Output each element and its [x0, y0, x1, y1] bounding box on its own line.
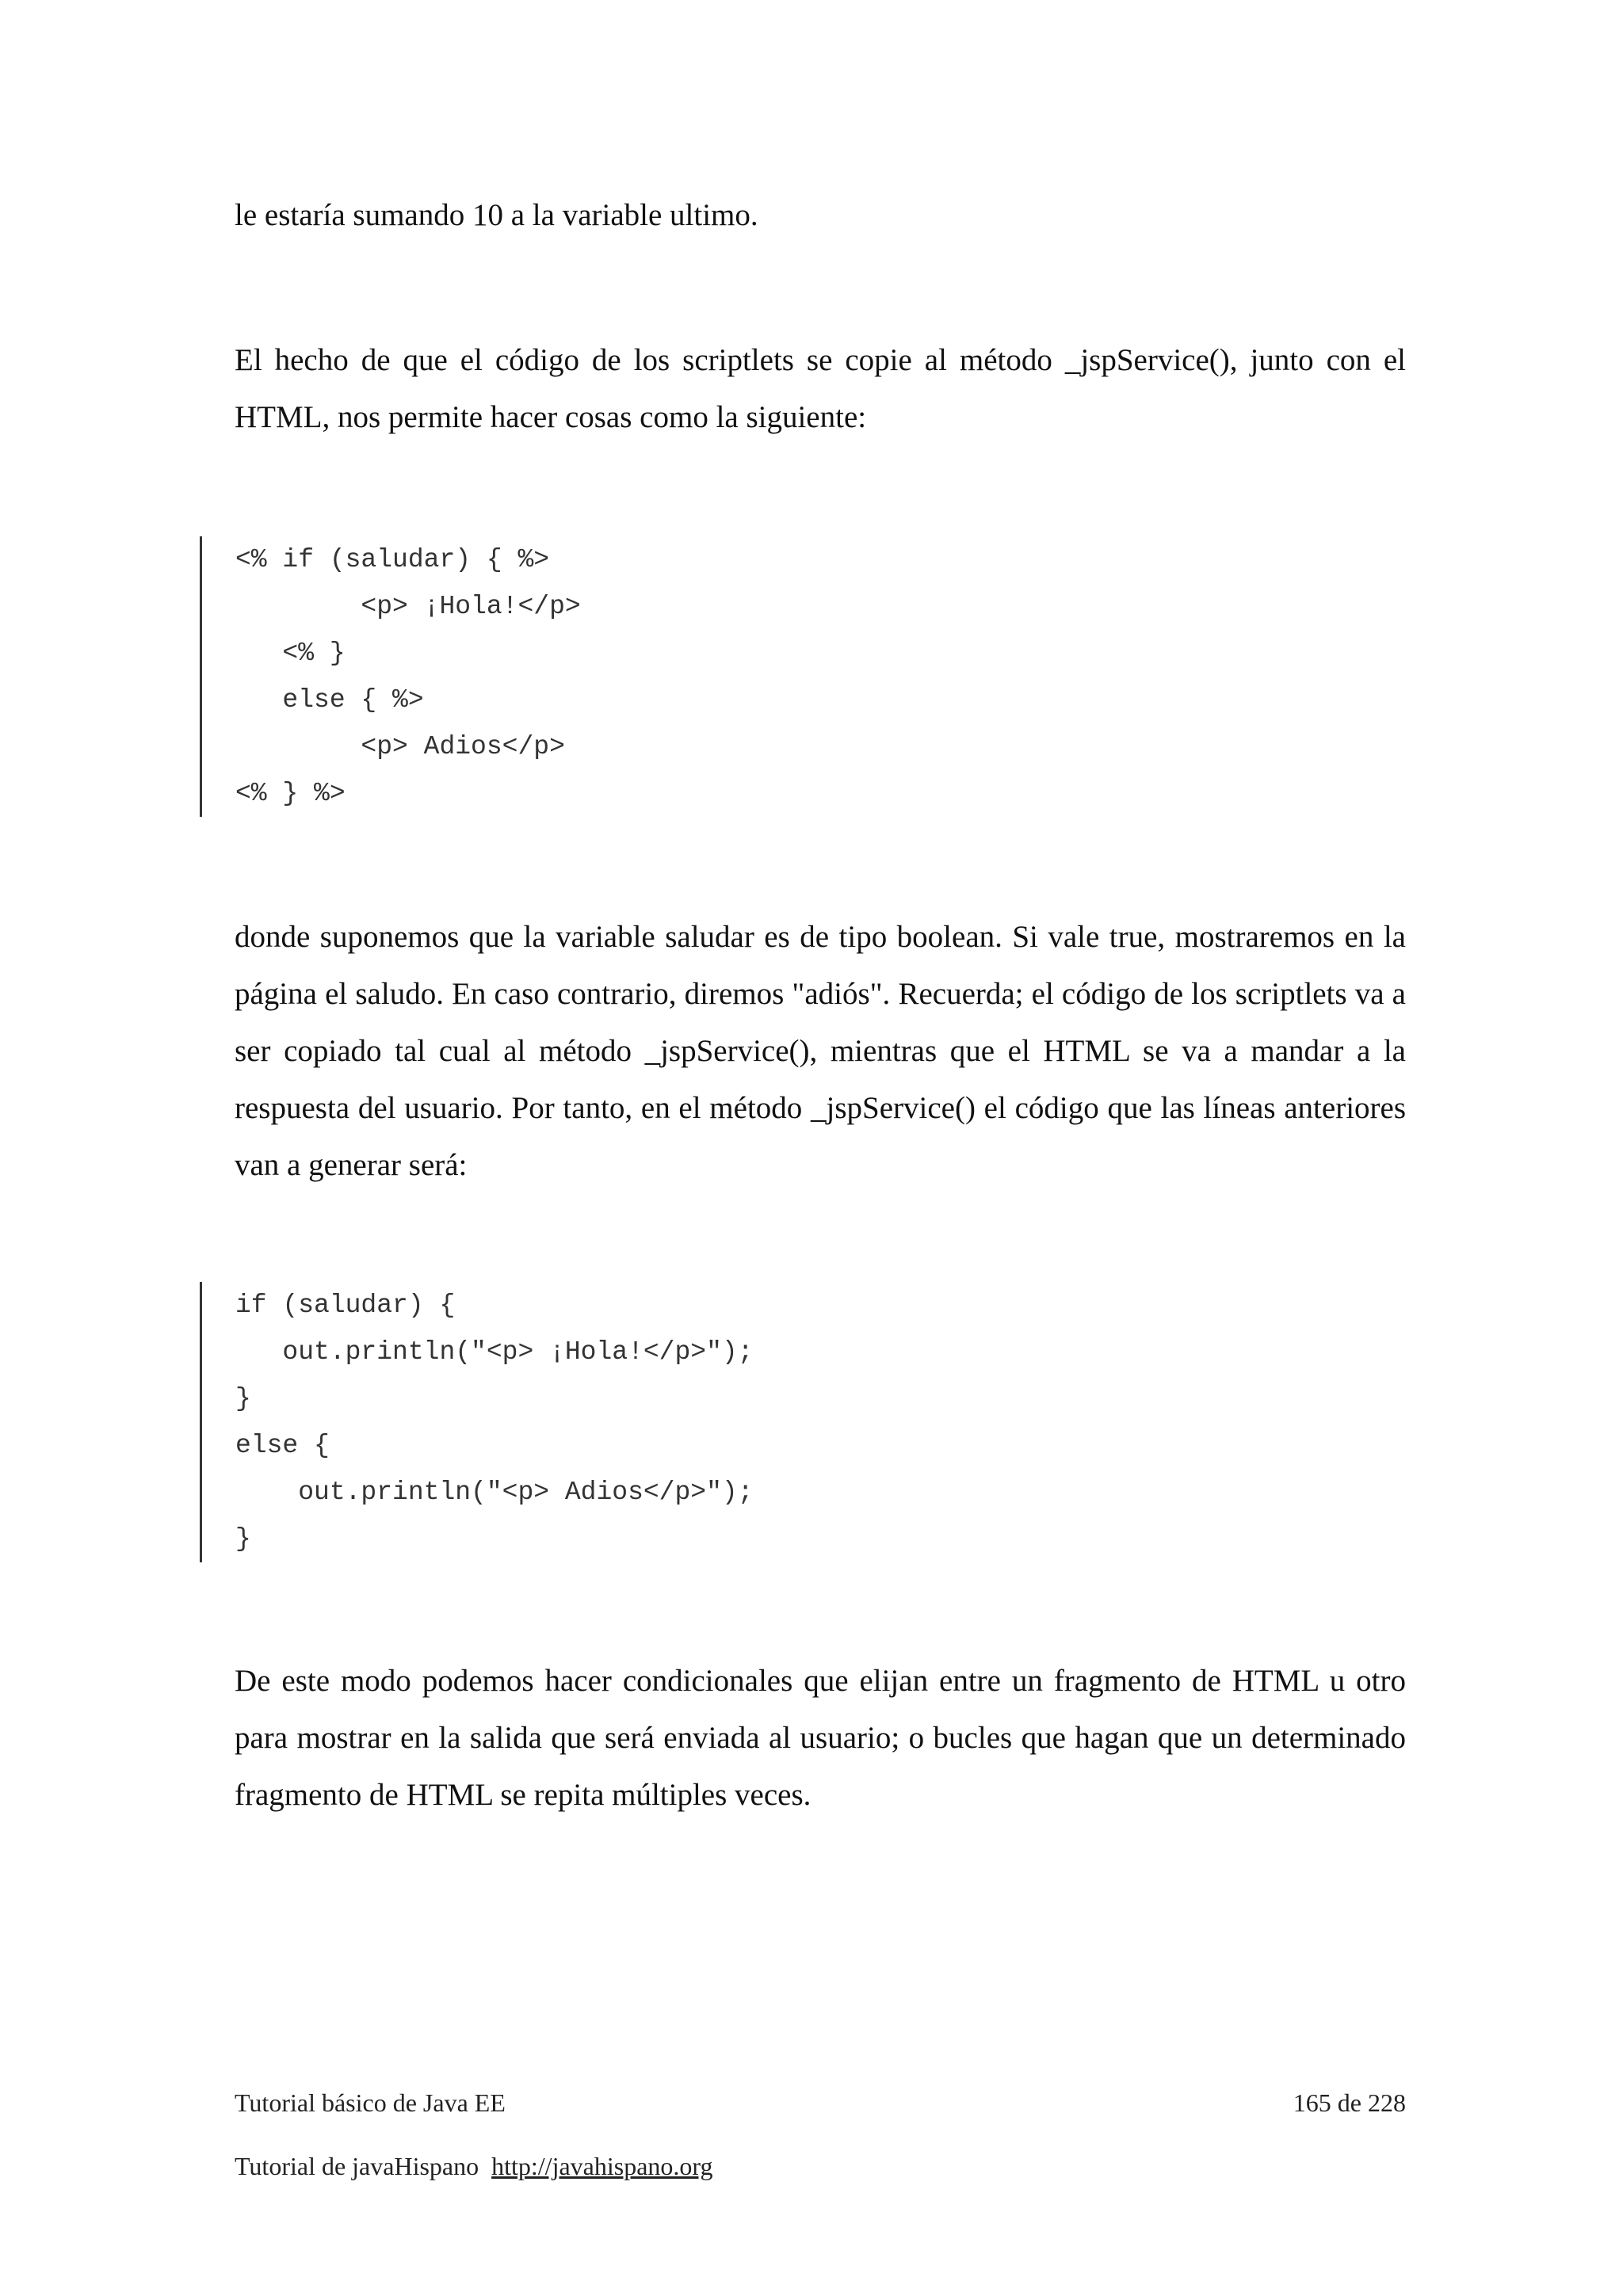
- paragraph-scriptlets: El hecho de que el código de los scriptlets se copie al método _jspService(), junto con el HTML, nos permite hacer cosas como la siguiente:: [235, 343, 1406, 434]
- code-line: <% }: [235, 639, 346, 668]
- code-line: if (saludar) {: [235, 1291, 456, 1320]
- code-line: <p> ¡Hola!</p>: [235, 592, 581, 621]
- footer-page-number: [1293, 2087, 1406, 2119]
- footer-publisher: [235, 2150, 712, 2182]
- paragraph-explanation: donde suponemos que la variable saludar es de tipo boolean. Si vale true, mostraremos en la página el saludo. En caso contrario, diremos "adiós". Recuerda; el código de los scriptlets va a ser copiado tal cual al método _jspService(), mientras que el HTML se va a mandar a la respuesta del usuario. Por tanto, en el método _jspService() el código que las líneas anteriores van a generar será:: [235, 920, 1406, 1182]
- code-line: <% } %>: [235, 779, 346, 808]
- code-line: out.println("<p> Adios</p>");: [235, 1478, 754, 1507]
- publisher-link[interactable]: http://javahispano.org: [491, 2152, 713, 2180]
- code-line: <p> Adios</p>: [235, 732, 565, 761]
- code-line: <% if (saludar) { %>: [235, 545, 550, 574]
- paragraph-conclusion: De este modo podemos hacer condicionales que elijan entre un fragmento de HTML u otro para mostrar en la salida que será enviada al usuario; o bucles que hagan que un determinado fragmento de HTML se repita múltiples veces.: [235, 1664, 1406, 1812]
- code-line: }: [235, 1384, 251, 1413]
- code-line: else { %>: [235, 685, 424, 715]
- code-line: }: [235, 1524, 251, 1554]
- page-separator: de: [1337, 2088, 1361, 2117]
- publisher-name: Tutorial de javaHispano: [235, 2152, 479, 2180]
- footer-book-title: Tutorial básico de Java EE: [235, 2088, 506, 2117]
- page-current: 165: [1293, 2088, 1331, 2117]
- code-line: else {: [235, 1431, 330, 1460]
- code-block-java: [200, 1282, 754, 1562]
- paragraph-intro: le estaría sumando 10 a la variable ultimo.: [235, 198, 758, 232]
- code-line: out.println("<p> ¡Hola!</p>");: [235, 1337, 754, 1367]
- code-block-jsp: [200, 536, 581, 817]
- page-total: 228: [1368, 2088, 1406, 2117]
